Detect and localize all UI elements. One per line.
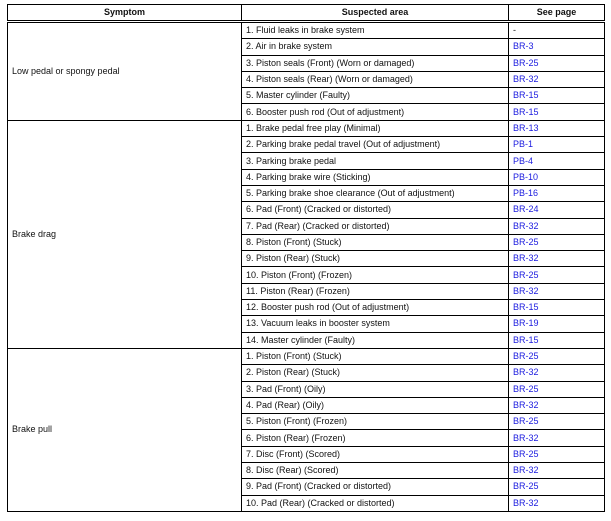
see-page-cell (509, 348, 605, 364)
see-page-cell (509, 153, 605, 169)
suspected-area-cell: 5. Master cylinder (Faulty) (242, 88, 509, 104)
see-page-cell (509, 234, 605, 250)
suspected-area-cell: 5. Parking brake shoe clearance (Out of adjustment) (242, 185, 509, 201)
header-symptom: Symptom (8, 5, 242, 22)
suspected-area-cell: 4. Parking brake wire (Sticking) (242, 169, 509, 185)
see-page-cell (509, 218, 605, 234)
page-link[interactable]: BR-32 (513, 497, 539, 508)
page-link[interactable]: BR-15 (513, 106, 539, 117)
page-link[interactable]: PB-10 (513, 171, 539, 182)
suspected-area-cell: 10. Pad (Rear) (Cracked or distorted) (242, 495, 509, 511)
page-link[interactable]: BR-32 (513, 465, 539, 476)
see-page-cell (509, 381, 605, 397)
page-link[interactable]: BR-32 (513, 285, 539, 296)
table-row (8, 348, 605, 364)
page-link[interactable]: BR-15 (513, 334, 539, 345)
page-link[interactable]: BR-25 (513, 481, 539, 492)
table-row (8, 22, 605, 39)
page-link[interactable]: BR-19 (513, 318, 539, 329)
see-page-cell (509, 71, 605, 87)
troubleshooting-table (7, 4, 605, 512)
suspected-area-cell: 3. Parking brake pedal (242, 153, 509, 169)
see-page-cell (509, 251, 605, 267)
page-link[interactable]: BR-25 (513, 57, 539, 68)
page-link[interactable]: BR-32 (513, 367, 539, 378)
see-page-cell (509, 316, 605, 332)
header-suspected-area: Suspected area (242, 5, 509, 22)
see-page-cell (509, 202, 605, 218)
suspected-area-cell: 8. Piston (Front) (Stuck) (242, 234, 509, 250)
no-page-reference: - (513, 25, 516, 36)
see-page-cell (509, 120, 605, 136)
page-link[interactable]: BR-25 (513, 448, 539, 459)
suspected-area-cell: 7. Disc (Front) (Scored) (242, 446, 509, 462)
see-page-cell (509, 479, 605, 495)
suspected-area-cell: 5. Piston (Front) (Frozen) (242, 414, 509, 430)
suspected-area-cell: 8. Disc (Rear) (Scored) (242, 463, 509, 479)
page-link[interactable]: BR-32 (513, 432, 539, 443)
suspected-area-cell: 6. Piston (Rear) (Frozen) (242, 430, 509, 446)
see-page-cell (509, 397, 605, 413)
see-page-cell (509, 185, 605, 201)
page-link[interactable]: BR-13 (513, 122, 539, 133)
see-page-cell (509, 446, 605, 462)
page-link[interactable]: BR-15 (513, 302, 539, 313)
page-link[interactable]: BR-32 (513, 399, 539, 410)
symptom-cell: Brake pull (8, 348, 242, 511)
see-page-cell (509, 267, 605, 283)
suspected-area-cell: 4. Pad (Rear) (Oily) (242, 397, 509, 413)
see-page-cell (509, 430, 605, 446)
page-link[interactable]: BR-15 (513, 90, 539, 101)
suspected-area-cell: 1. Piston (Front) (Stuck) (242, 348, 509, 364)
suspected-area-cell: 14. Master cylinder (Faulty) (242, 332, 509, 348)
table-header-row (8, 5, 605, 22)
suspected-area-cell: 6. Booster push rod (Out of adjustment) (242, 104, 509, 120)
suspected-area-cell: 2. Parking brake pedal travel (Out of adjustment) (242, 137, 509, 153)
suspected-area-cell: 10. Piston (Front) (Frozen) (242, 267, 509, 283)
suspected-area-cell: 6. Pad (Front) (Cracked or distorted) (242, 202, 509, 218)
page-link[interactable]: BR-32 (513, 74, 539, 85)
page-link[interactable]: BR-32 (513, 253, 539, 264)
see-page-cell (509, 55, 605, 71)
see-page-cell (509, 39, 605, 55)
page-link[interactable]: BR-24 (513, 204, 539, 215)
see-page-cell (509, 463, 605, 479)
suspected-area-cell: 3. Piston seals (Front) (Worn or damaged) (242, 55, 509, 71)
see-page-cell (509, 104, 605, 120)
suspected-area-cell: 2. Air in brake system (242, 39, 509, 55)
page-link[interactable]: BR-25 (513, 237, 539, 247)
suspected-area-cell: 7. Pad (Rear) (Cracked or distorted) (242, 218, 509, 234)
see-page-cell (509, 22, 605, 39)
page-link[interactable]: BR-25 (513, 416, 539, 427)
suspected-area-cell: 1. Brake pedal free play (Minimal) (242, 120, 509, 136)
see-page-cell (509, 137, 605, 153)
suspected-area-cell: 9. Pad (Front) (Cracked or distorted) (242, 479, 509, 495)
page-link[interactable]: BR-32 (513, 220, 539, 231)
page-link[interactable]: BR-25 (513, 383, 539, 394)
symptom-cell: Low pedal or spongy pedal (8, 22, 242, 121)
page-link[interactable]: BR-25 (513, 351, 539, 362)
see-page-cell (509, 365, 605, 381)
suspected-area-cell: 11. Piston (Rear) (Frozen) (242, 283, 509, 299)
suspected-area-cell: 1. Fluid leaks in brake system (242, 22, 509, 39)
table-row (8, 120, 605, 136)
page-link[interactable]: BR-3 (513, 41, 534, 52)
see-page-cell (509, 169, 605, 185)
symptom-cell: Brake drag (8, 120, 242, 348)
suspected-area-cell: 13. Vacuum leaks in booster system (242, 316, 509, 332)
page-link[interactable]: PB-4 (513, 155, 534, 166)
header-see-page: See page (509, 5, 605, 22)
see-page-cell (509, 414, 605, 430)
page-link[interactable]: PB-16 (513, 188, 539, 199)
see-page-cell (509, 332, 605, 348)
suspected-area-cell: 3. Pad (Front) (Oily) (242, 381, 509, 397)
suspected-area-cell: 9. Piston (Rear) (Stuck) (242, 251, 509, 267)
see-page-cell (509, 300, 605, 316)
suspected-area-cell: 4. Piston seals (Rear) (Worn or damaged) (242, 71, 509, 87)
table-body (8, 22, 605, 512)
see-page-cell (509, 283, 605, 299)
suspected-area-cell: 12. Booster push rod (Out of adjustment) (242, 300, 509, 316)
see-page-cell (509, 495, 605, 511)
see-page-cell (509, 88, 605, 104)
page-link[interactable]: BR-25 (513, 269, 539, 280)
suspected-area-cell: 2. Piston (Rear) (Stuck) (242, 365, 509, 381)
page-link[interactable]: PB-1 (513, 139, 534, 150)
